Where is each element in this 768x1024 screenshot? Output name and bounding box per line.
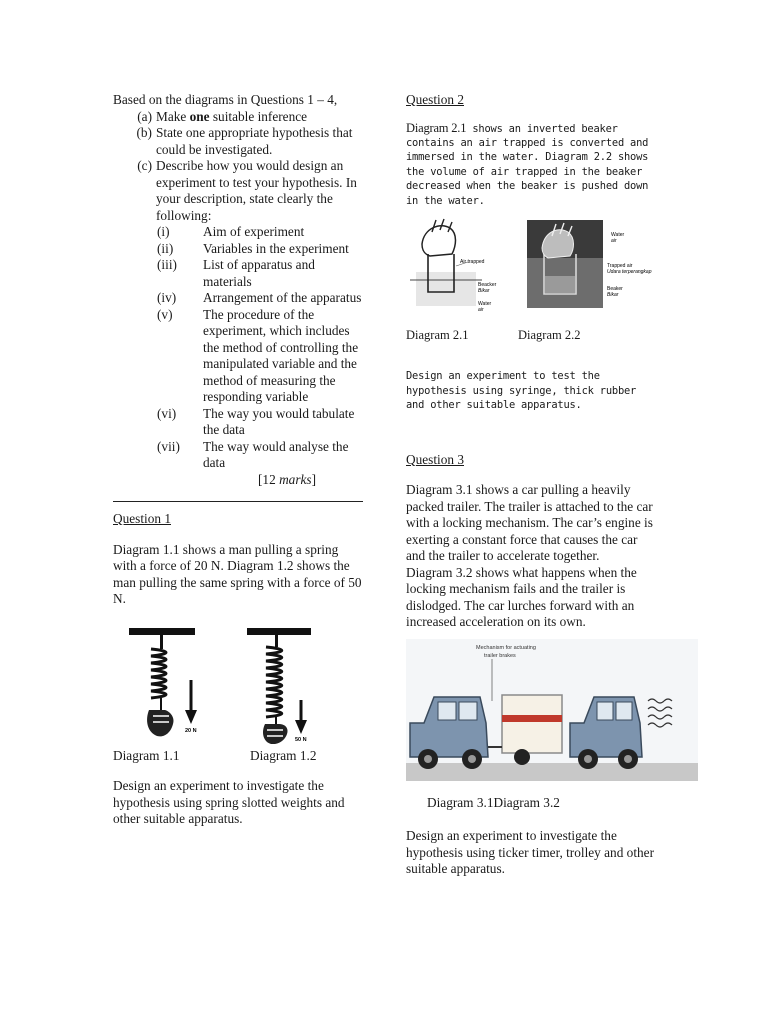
q1-task: Design an experiment to investigate the hypothesis using spring slotted weights and other suitable apparatus. <box>113 778 345 826</box>
roman-item <box>157 406 365 439</box>
label-mechanism-2: trailer brakes <box>484 652 516 659</box>
roman-text: Arrangement of the apparatus <box>203 290 362 305</box>
spring-coil <box>266 647 282 717</box>
roman-text: Aim of experiment <box>203 224 305 239</box>
label-air-trapped: Air trapped <box>460 258 485 265</box>
q1-body: Diagram 1.1 shows a man pulling a spring with a force of 20 N. Diagram 1.2 shows the man pulling the same spring with a force of 50 N. <box>113 541 362 606</box>
roman-text: The way would analyse the data <box>203 438 349 470</box>
label-water-ms: air <box>611 237 617 244</box>
roman-text: The procedure of the experiment, which includes the method of controlling the manipulated variable and the method of measuring the responding variable <box>203 306 359 404</box>
trailer <box>502 695 562 753</box>
spring-diagram-1 <box>129 628 197 736</box>
instruction-c <box>130 158 365 224</box>
instruction-c-text: Describe how you would design an experiment to test your hypothesis. In your description, state clearly the following: <box>156 158 357 223</box>
q2-title: Question 2 <box>406 92 464 107</box>
label-trapped-air: Trapped air <box>607 262 633 269</box>
roman-text: List of apparatus and materials <box>203 257 315 289</box>
instruction-a-post: suitable inference <box>209 108 308 124</box>
roman-item <box>157 224 365 241</box>
roman-label: (ii) <box>157 240 174 256</box>
instruction-b-label: (b) <box>136 125 152 140</box>
q1-spring-diagrams <box>113 624 363 744</box>
label-mechanism-1: Mechanism for actuating <box>476 644 536 651</box>
roman-item <box>157 307 365 406</box>
q1-captions <box>113 748 365 765</box>
q2-captions <box>406 327 654 344</box>
hook <box>275 635 278 647</box>
label-water: Water <box>611 231 625 238</box>
section-divider <box>113 501 363 502</box>
hand-icon <box>147 710 173 736</box>
instruction-b <box>130 125 365 158</box>
marks-label <box>113 472 365 489</box>
instruction-c-label: (c) <box>137 158 152 173</box>
force-arrow-icon <box>295 720 307 734</box>
roman-item <box>157 439 365 472</box>
q1-caption-2: Diagram 1.2 <box>250 747 317 763</box>
q3-title: Question 3 <box>406 451 464 467</box>
hook <box>160 635 163 649</box>
instruction-a-text <box>156 109 307 126</box>
trapped-air <box>545 276 575 293</box>
roman-label: (v) <box>157 306 173 322</box>
car-window <box>459 702 477 720</box>
q2-task: Design an experiment to test the hypothesis using syringe, thick rubber and other suitable apparatus. <box>406 370 637 412</box>
beaker-diagram-1 <box>410 219 497 313</box>
q2-body <box>406 121 654 208</box>
spring-coil <box>151 649 166 698</box>
marks-word: marks <box>279 471 312 487</box>
instruction-a-bold: one <box>189 108 210 124</box>
hubcap <box>624 755 632 763</box>
roman-text: The way you would tabulate the data <box>203 405 355 437</box>
label-water-ms: air <box>478 306 484 313</box>
trailer-wheel <box>514 749 530 765</box>
hand-icon <box>422 226 456 256</box>
label-beaker-ms: Bikar <box>478 287 490 294</box>
car-window <box>616 702 632 720</box>
car-window <box>597 702 613 720</box>
fingers <box>432 219 452 232</box>
q3-caption: Diagram 3.1Diagram 3.2 <box>427 794 560 810</box>
roman-item <box>157 290 365 307</box>
trailer-stripe <box>502 715 562 722</box>
marks-close: ] <box>311 471 317 487</box>
q2-caption-1: Diagram 2.1 <box>406 327 469 342</box>
right-column <box>406 92 654 878</box>
ceiling-support <box>247 628 311 635</box>
left-column <box>113 92 365 828</box>
marks-open: [12 <box>258 471 280 487</box>
roman-item <box>157 257 365 290</box>
q2-body-lead: Diagram 2.1 <box>406 120 467 135</box>
label-water: Water <box>478 300 492 307</box>
beaker-diagram-2 <box>527 220 652 308</box>
hubcap <box>584 755 592 763</box>
roman-label: (vii) <box>157 438 180 454</box>
force-arrow-icon <box>185 710 197 724</box>
q3-body-1: Diagram 3.1 shows a car pulling a heavily packed trailer. The trailer is attached to the car with a locking mechanism. The car’s engine is exerting a constant force that causes the car and the trailer to accelerate together. <box>406 482 653 564</box>
q1-caption-1: Diagram 1.1 <box>113 747 180 763</box>
roman-label: (i) <box>157 224 170 239</box>
q3-body-2: Diagram 3.2 shows what happens when the locking mechanism fails and the trailer is dislodged. The car lurches forward with an increased acceleration on its own. <box>406 564 637 630</box>
q2-caption-2: Diagram 2.2 <box>518 327 581 342</box>
hubcap <box>424 755 432 763</box>
road <box>406 763 698 781</box>
q3-car-diagrams <box>406 639 698 781</box>
label-trapped-air-ms: Udara terperangkap <box>607 268 652 275</box>
instruction-a-label: (a) <box>137 108 152 124</box>
roman-text: Variables in the experiment <box>203 240 349 256</box>
q2-beaker-diagrams <box>406 214 691 319</box>
label-beaker-ms: Bikar <box>607 291 619 298</box>
roman-label: (iv) <box>157 290 177 305</box>
water <box>416 272 476 306</box>
roman-item <box>157 241 365 258</box>
roman-label: (vi) <box>157 405 177 421</box>
force-label-2: 50 N <box>295 736 307 743</box>
intro-heading: Based on the diagrams in Questions 1 – 4, <box>113 92 338 107</box>
instruction-a <box>130 109 365 126</box>
roman-label: (iii) <box>157 257 177 272</box>
hand-icon <box>263 724 288 744</box>
label-beaker: Beacker <box>478 281 497 288</box>
q2-body-rest: shows an inverted beaker contains an air trapped is converted and immersed in the water. Diagram 2.2 shows the volume of air trapped in the beaker decreased when the beaker is pushed down in the water. <box>406 122 649 207</box>
label-beaker: Beaker <box>607 285 623 292</box>
hubcap <box>468 755 476 763</box>
ceiling-support <box>129 628 195 635</box>
instruction-b-text: State one appropriate hypothesis that could be investigated. <box>156 125 353 157</box>
q1-title: Question 1 <box>113 511 171 526</box>
q3-task: Design an experiment to investigate the hypothesis using ticker timer, trolley and other suitable apparatus. <box>406 828 654 877</box>
force-label-1: 20 N <box>185 727 197 734</box>
spring-diagram-2 <box>247 628 311 744</box>
instruction-a-pre: Make <box>156 108 190 124</box>
car-window <box>438 702 456 720</box>
